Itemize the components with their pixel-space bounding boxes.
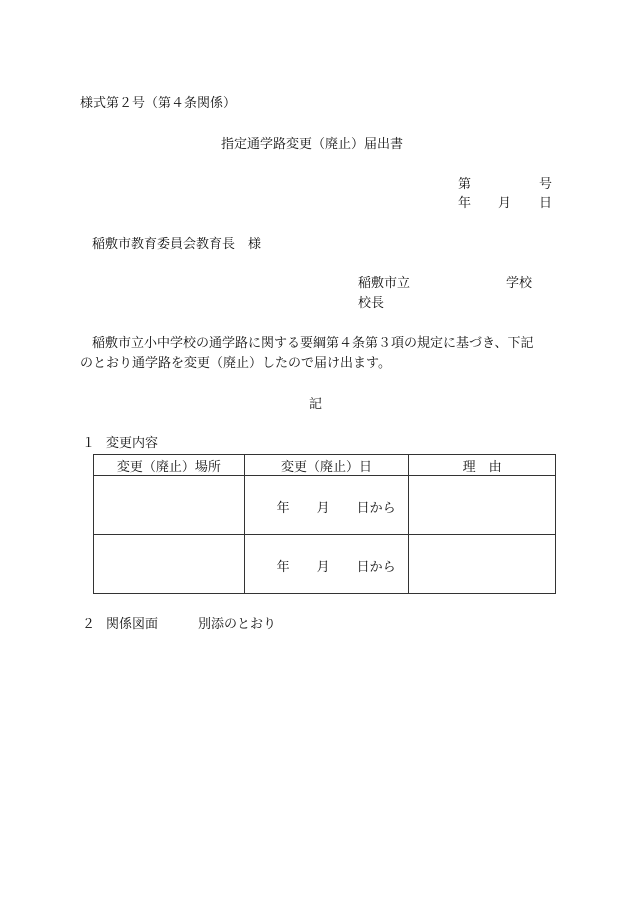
row-date-year: 年	[276, 501, 290, 516]
form-number: 様式第２号（第４条関係）	[80, 96, 237, 111]
section2-label: 関係図面	[106, 617, 159, 632]
reason-cell[interactable]	[409, 535, 556, 594]
table-row	[94, 535, 556, 594]
table-header-row	[94, 455, 556, 476]
header-place: 変更（廃止）場所	[94, 455, 245, 476]
place-cell[interactable]	[94, 476, 245, 535]
row-date-month: 月	[316, 501, 330, 516]
date-day: 日	[539, 196, 553, 211]
table-row	[94, 476, 556, 535]
number-go: 号	[539, 177, 553, 192]
document-title: 指定通学路変更（廃止）届出書	[221, 137, 404, 152]
date-cell[interactable]	[244, 535, 409, 594]
section2-value: 別添のとおり	[198, 617, 277, 632]
body-line-1: 稲敷市立小中学校の通学路に関する要綱第４条第３項の規定に基づき、下記	[92, 336, 534, 351]
section1-label: 変更内容	[106, 436, 159, 451]
section2-number: ２	[82, 617, 96, 632]
change-table	[93, 454, 556, 594]
row-date-day: 日から	[356, 560, 396, 575]
sender-city: 稲敷市立	[358, 276, 411, 291]
reason-cell[interactable]	[409, 476, 556, 535]
header-reason: 理 由	[409, 455, 556, 476]
row-date-year: 年	[276, 560, 290, 575]
ki-heading: 記	[309, 397, 323, 412]
place-cell[interactable]	[94, 535, 245, 594]
number-dai: 第	[458, 177, 472, 192]
section1-number: １	[82, 436, 96, 451]
sender-principal: 校長	[358, 296, 385, 311]
row-date-day: 日から	[356, 501, 396, 516]
header-date: 変更（廃止）日	[244, 455, 409, 476]
date-month: 月	[498, 196, 512, 211]
date-cell[interactable]	[244, 476, 409, 535]
sender-school: 学校	[506, 276, 533, 291]
row-date-month: 月	[316, 560, 330, 575]
date-year: 年	[458, 196, 472, 211]
addressee: 稲敷市教育委員会教育長 様	[92, 237, 262, 252]
body-line-2: のとおり通学路を変更（廃止）したので届け出ます。	[80, 356, 391, 371]
